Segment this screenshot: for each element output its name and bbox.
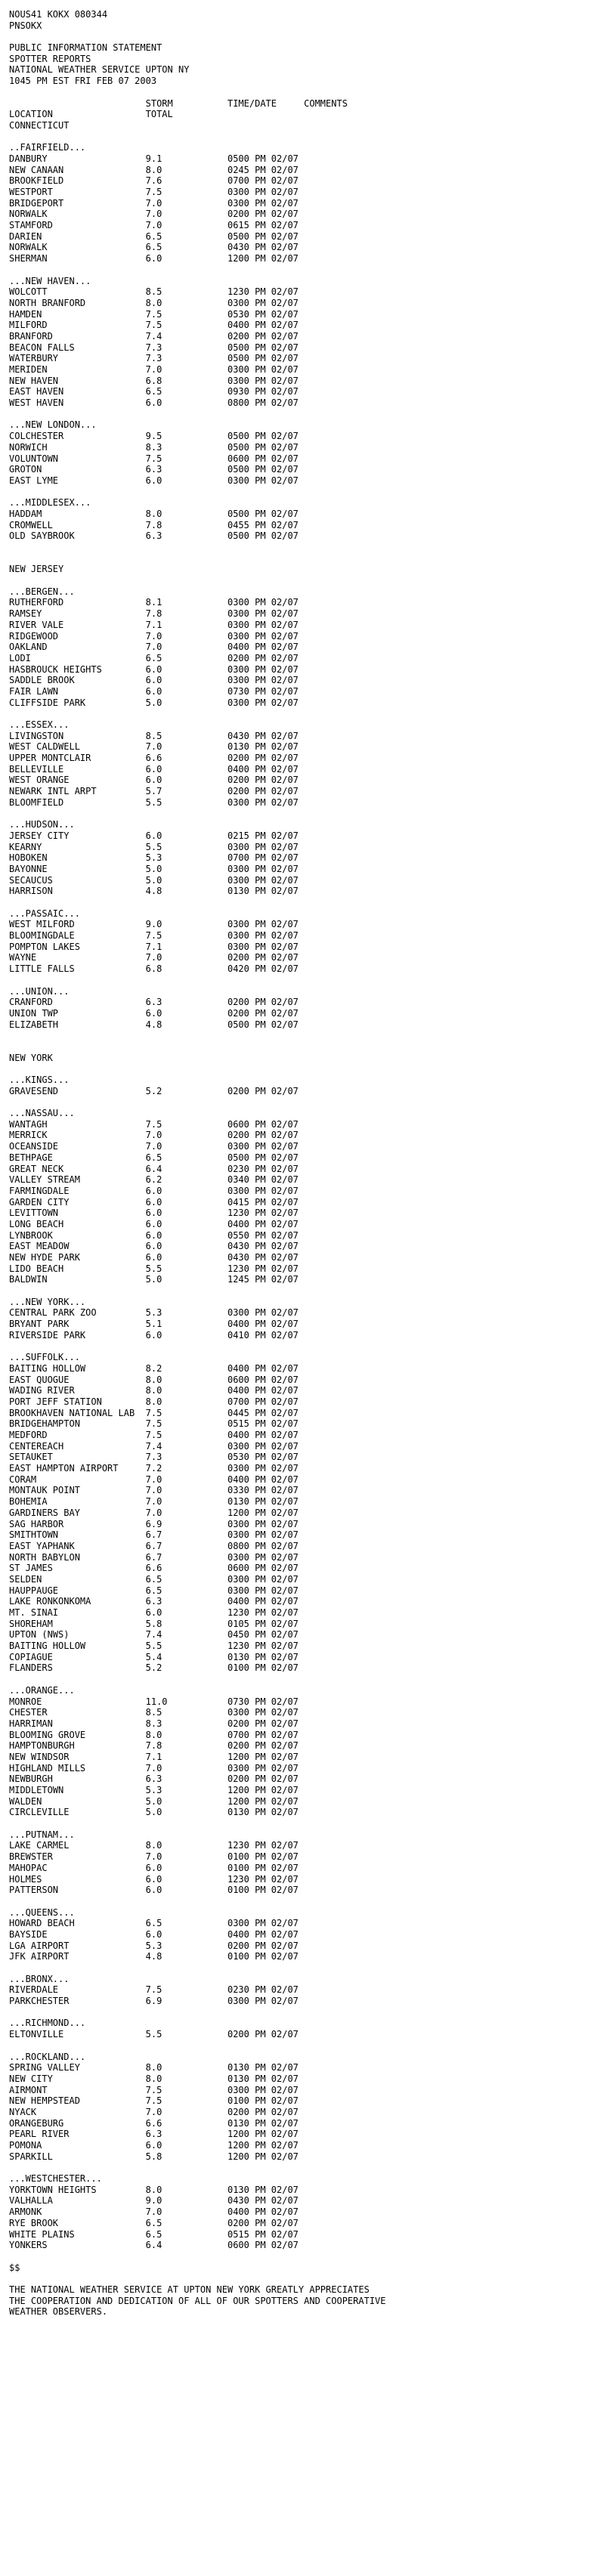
report-line: HARRIMAN 8.3 0200 PM 02/07 [9,1718,299,1729]
report-line: ELTONVILLE 5.5 0200 PM 02/07 [9,2029,299,2040]
report-line: LIDO BEACH 5.5 1230 PM 02/07 [9,1263,299,1274]
report-line: OLD SAYBROOK 6.3 0500 PM 02/07 [9,530,299,542]
report-line: $$ [9,2262,20,2273]
report-line [9,2251,582,2262]
report-line: NEW HYDE PARK 6.0 0430 PM 02/07 [9,1252,299,1263]
report-line: EAST LYME 6.0 0300 PM 02/07 [9,475,299,486]
report-line: SELDEN 6.5 0300 PM 02/07 [9,1573,299,1585]
report-line: CENTEREACH 7.4 0300 PM 02/07 [9,1440,299,1452]
report-line: BRYANT PARK 5.1 0400 PM 02/07 [9,1319,299,1330]
report-line: HAUPPAUGE 6.5 0300 PM 02/07 [9,1585,299,1596]
report-line [9,1285,582,1297]
report-line: AIRMONT 7.5 0300 PM 02/07 [9,2084,299,2095]
report-line [9,2162,582,2173]
report-line: SHOREHAM 5.8 0105 PM 02/07 [9,1618,299,1629]
report-line: NORWICH 8.3 0500 PM 02/07 [9,441,299,453]
report-line: BLOOMINGDALE 7.5 0300 PM 02/07 [9,930,299,942]
report-line: ...SUFFOLK... [9,1352,80,1363]
report-line: SETAUKET 7.3 0530 PM 02/07 [9,1452,299,1463]
report-line: HIGHLAND MILLS 7.0 0300 PM 02/07 [9,1762,299,1774]
report-line: BEACON FALLS 7.3 0500 PM 02/07 [9,342,299,353]
report-line [9,897,582,908]
report-line: NEW JERSEY [9,564,64,575]
report-line: STORM TIME/DATE COMMENTS [9,97,348,109]
report-line: ...NEW LONDON... [9,419,97,431]
report-line: FLANDERS 5.2 0100 PM 02/07 [9,1662,299,1674]
report-line: CONNECTICUT [9,119,70,131]
report-line: HAMDEN 7.5 0530 PM 02/07 [9,308,299,320]
report-line: ...PUTNAM... [9,1829,75,1840]
report-line: OAKLAND 7.0 0400 PM 02/07 [9,642,299,653]
report-line: FAIR LAWN 6.0 0730 PM 02/07 [9,685,299,697]
report-line: RIDGEWOOD 7.0 0300 PM 02/07 [9,630,299,642]
report-line: LIVINGSTON 8.5 0430 PM 02/07 [9,730,299,741]
report-line: LODI 6.5 0200 PM 02/07 [9,652,299,663]
report-line: BOHEMIA 7.0 0130 PM 02/07 [9,1496,299,1508]
report-line: EAST HAMPTON AIRPORT 7.2 0300 PM 02/07 [9,1463,299,1474]
report-line: DARIEN 6.5 0500 PM 02/07 [9,230,299,242]
report-line: VALHALLA 9.0 0430 PM 02/07 [9,2195,299,2206]
report-line: RIVERDALE 7.5 0230 PM 02/07 [9,1984,299,1996]
report-line: BELLEVILLE 6.0 0400 PM 02/07 [9,763,299,775]
report-line: ORANGEBURG 6.6 0130 PM 02/07 [9,2117,299,2129]
report-line [9,2040,582,2052]
report-line [9,87,582,98]
report-line: NEWARK INTL ARPT 5.7 0200 PM 02/07 [9,786,299,797]
report-line: ...PASSAIC... [9,908,80,919]
report-line: GROTON 6.3 0500 PM 02/07 [9,464,299,475]
report-line: PORT JEFF STATION 8.0 0700 PM 02/07 [9,1396,299,1407]
report-line: MONTAUK POINT 7.0 0330 PM 02/07 [9,1485,299,1496]
report-line [9,575,582,586]
report-line: WESTPORT 7.5 0300 PM 02/07 [9,187,299,197]
report-line: STAMFORD 7.0 0615 PM 02/07 [9,220,299,231]
report-line: NORTH BRANFORD 8.0 0300 PM 02/07 [9,297,299,308]
report-line: ARMONK 7.0 0400 PM 02/07 [9,2206,299,2218]
report-line: HOWARD BEACH 6.5 0300 PM 02/07 [9,1918,299,1929]
report-line: GARDEN CITY 6.0 0415 PM 02/07 [9,1196,299,1208]
report-line: WEATHER OBSERVERS. [9,2306,108,2318]
report-line: NATIONAL WEATHER SERVICE UPTON NY [9,64,190,76]
report-line: NORTH BABYLON 6.7 0300 PM 02/07 [9,1551,299,1563]
report-line: JERSEY CITY 6.0 0215 PM 02/07 [9,830,299,841]
report-line: BETHPAGE 6.5 0500 PM 02/07 [9,1152,299,1163]
report-line: LOCATION TOTAL [9,109,173,120]
report-line: PNSOKX [9,20,42,31]
report-line: DANBURY 9.1 0500 PM 02/07 [9,153,299,164]
report-line: WALDEN 5.0 1200 PM 02/07 [9,1795,299,1807]
report-line: THE COOPERATION AND DEDICATION OF ALL OF OUR SPOTTERS AND COOPERATIVE [9,2295,386,2306]
report-line: ...KINGS... [9,1075,70,1085]
report-line: NORWALK 6.5 0430 PM 02/07 [9,242,299,253]
report-line: RIVERSIDE PARK 6.0 0410 PM 02/07 [9,1329,299,1341]
report-line: VOLUNTOWN 7.5 0600 PM 02/07 [9,453,299,464]
report-line [9,1341,582,1353]
report-line: ...BRONX... [9,1973,70,1984]
report-line [9,409,582,420]
report-line: BAITING HOLLOW 8.2 0400 PM 02/07 [9,1362,299,1374]
report-line: WEST MILFORD 9.0 0300 PM 02/07 [9,919,299,930]
report-line: ...MIDDLESEX... [9,497,91,509]
report-line: BAYSIDE 6.0 0400 PM 02/07 [9,1928,299,1940]
report-line [9,487,582,498]
report-line: WEST ORANGE 6.0 0200 PM 02/07 [9,775,299,786]
report-line: BAYONNE 5.0 0300 PM 02/07 [9,863,299,874]
report-line: MAHOPAC 6.0 0100 PM 02/07 [9,1862,299,1873]
report-line: RYE BROOK 6.5 0200 PM 02/07 [9,2217,299,2228]
report-line: RUTHERFORD 8.1 0300 PM 02/07 [9,597,299,608]
report-line: CENTRAL PARK ZOO 5.3 0300 PM 02/07 [9,1307,299,1319]
report-line: KEARNY 5.5 0300 PM 02/07 [9,841,299,852]
report-line: NEW CITY 8.0 0130 PM 02/07 [9,2073,299,2084]
report-line: BLOOMFIELD 5.5 0300 PM 02/07 [9,796,299,808]
report-line: LEVITTOWN 6.0 1230 PM 02/07 [9,1208,299,1219]
report-line: PARKCHESTER 6.9 0300 PM 02/07 [9,1996,299,2007]
report-line: MONROE 11.0 0730 PM 02/07 [9,1696,299,1707]
report-line: MILFORD 7.5 0400 PM 02/07 [9,320,299,331]
report-line: NEWBURGH 6.3 0200 PM 02/07 [9,1774,299,1785]
report-line: ...ROCKLAND... [9,2051,86,2062]
report-line: NEW CANAAN 8.0 0245 PM 02/07 [9,164,299,175]
report-line: HASBROUCK HEIGHTS 6.0 0300 PM 02/07 [9,663,299,675]
report-line: WEST CALDWELL 7.0 0130 PM 02/07 [9,741,299,753]
report-line: ...HUDSON... [9,819,75,830]
report-line: GARDINERS BAY 7.0 1200 PM 02/07 [9,1507,299,1518]
report-line: WAYNE 7.0 0200 PM 02/07 [9,952,299,963]
report-line: HOLMES 6.0 1230 PM 02/07 [9,1873,299,1885]
report-line: SPOTTER REPORTS [9,53,91,64]
report-line: THE NATIONAL WEATHER SERVICE AT UPTON NEW YORK GREATLY APPRECIATES [9,2284,370,2295]
report-line: BLOOMING GROVE 8.0 0700 PM 02/07 [9,1729,299,1740]
report-line: BRIDGEHAMPTON 7.5 0515 PM 02/07 [9,1418,299,1430]
report-line: PATTERSON 6.0 0100 PM 02/07 [9,1885,299,1896]
report-line [9,264,582,276]
report-line [9,2007,582,2018]
report-line: CHESTER 8.5 0300 PM 02/07 [9,1707,299,1718]
report-line [9,31,582,42]
report-line [9,131,582,143]
report-line: SPARKILL 5.8 1200 PM 02/07 [9,2151,299,2162]
report-line: MT. SINAI 6.0 1230 PM 02/07 [9,1607,299,1618]
report-line: EAST MEADOW 6.0 0430 PM 02/07 [9,1241,299,1252]
report-line: ...WESTCHESTER... [9,2173,102,2185]
report-line [9,1063,582,1075]
report-line [9,1030,582,1041]
report-line: SPRING VALLEY 8.0 0130 PM 02/07 [9,2062,299,2073]
report-line: EAST QUOGUE 8.0 0600 PM 02/07 [9,1374,299,1385]
report-line: WEST HAVEN 6.0 0800 PM 02/07 [9,397,299,409]
report-line: LONG BEACH 6.0 0400 PM 02/07 [9,1218,299,1229]
report-line: BROOKFIELD 7.6 0700 PM 02/07 [9,175,299,187]
report-line: BRIDGEPORT 7.0 0300 PM 02/07 [9,197,299,209]
report-line: WHITE PLAINS 6.5 0515 PM 02/07 [9,2228,299,2240]
report-line: ...BERGEN... [9,586,75,597]
report-line: CIRCLEVILLE 5.0 0130 PM 02/07 [9,1807,299,1818]
report-line: ST JAMES 6.6 0600 PM 02/07 [9,1563,299,1574]
report-line: ...NEW HAVEN... [9,275,91,286]
report-line [9,708,582,719]
report-line: ...UNION... [9,985,70,997]
report-line: HADDAM 8.0 0500 PM 02/07 [9,508,299,519]
report-line: BROOKHAVEN NATIONAL LAB 7.5 0445 PM 02/07 [9,1407,299,1418]
report-line: ...NASSAU... [9,1108,75,1119]
report-line: UPPER MONTCLAIR 6.6 0200 PM 02/07 [9,753,299,764]
report-line: MEDFORD 7.5 0400 PM 02/07 [9,1430,299,1440]
report-line: YORKTOWN HEIGHTS 8.0 0130 PM 02/07 [9,2184,299,2195]
report-line: ...ESSEX... [9,719,70,730]
report-line: GREAT NECK 6.4 0230 PM 02/07 [9,1163,299,1174]
report-line: GRAVESEND 5.2 0200 PM 02/07 [9,1085,299,1096]
report-line [9,1041,582,1053]
report-line: HOBOKEN 5.3 0700 PM 02/07 [9,852,299,864]
report-line: CORAM 7.0 0400 PM 02/07 [9,1474,299,1485]
report-line: COPIAGUE 5.4 0130 PM 02/07 [9,1651,299,1662]
report-line: LYNBROOK 6.0 0550 PM 02/07 [9,1229,299,1241]
report-line: SHERMAN 6.0 1200 PM 02/07 [9,253,299,264]
report-line: ELIZABETH 4.8 0500 PM 02/07 [9,1019,299,1030]
report-line: RAMSEY 7.8 0300 PM 02/07 [9,608,299,620]
report-line: CROMWELL 7.8 0455 PM 02/07 [9,519,299,530]
report-line: POMPTON LAKES 7.1 0300 PM 02/07 [9,941,299,952]
report-line: BALDWIN 5.0 1245 PM 02/07 [9,1274,299,1285]
report-line [9,1674,582,1685]
report-line: WATERBURY 7.3 0500 PM 02/07 [9,353,299,364]
report-line [9,1818,582,1829]
report-line [9,975,582,986]
report-line: BRANFORD 7.4 0200 PM 02/07 [9,330,299,342]
report-line: LAKE CARMEL 8.0 1230 PM 02/07 [9,1840,299,1851]
report-line: OCEANSIDE 7.0 0300 PM 02/07 [9,1141,299,1152]
report-line [9,1962,582,1974]
report-line: ...ORANGE... [9,1684,75,1696]
report-line: LGA AIRPORT 5.3 0200 PM 02/07 [9,1940,299,1951]
report-line: ...NEW YORK... [9,1296,86,1307]
report-line: COLCHESTER 9.5 0500 PM 02/07 [9,431,299,442]
report-line [9,1096,582,1108]
report-line: NOUS41 KOKX 080344 [9,9,108,20]
report-line: ...RICHMOND... [9,2018,86,2029]
report-line: RIVER VALE 7.1 0300 PM 02/07 [9,619,299,630]
report-line: NORWALK 7.0 0200 PM 02/07 [9,209,299,220]
report-line: WADING RIVER 8.0 0400 PM 02/07 [9,1385,299,1396]
report-line: WANTAGH 7.5 0600 PM 02/07 [9,1118,299,1130]
report-line: EAST HAVEN 6.5 0930 PM 02/07 [9,386,299,397]
report-line: UPTON (NWS) 7.4 0450 PM 02/07 [9,1629,299,1641]
report-line [9,2273,582,2284]
report-line: WOLCOTT 8.5 1230 PM 02/07 [9,286,299,298]
report-line: LAKE RONKONKOMA 6.3 0400 PM 02/07 [9,1596,299,1607]
report-line: CLIFFSIDE PARK 5.0 0300 PM 02/07 [9,697,299,708]
report-line: HAMPTONBURGH 7.8 0200 PM 02/07 [9,1740,299,1752]
report-line [9,809,582,820]
report-line: PEARL RIVER 6.3 1200 PM 02/07 [9,2129,299,2140]
report-line: ...QUEENS... [9,1906,75,1918]
report-line: LITTLE FALLS 6.8 0420 PM 02/07 [9,963,299,975]
report-line: SECAUCUS 5.0 0300 PM 02/07 [9,874,299,886]
report-line: EAST YAPHANK 6.7 0800 PM 02/07 [9,1540,299,1551]
report-line: YONKERS 6.4 0600 PM 02/07 [9,2240,299,2251]
report-line: MIDDLETOWN 5.3 1200 PM 02/07 [9,1785,299,1795]
report-line: UNION TWP 6.0 0200 PM 02/07 [9,1007,299,1019]
report-line: SADDLE BROOK 6.0 0300 PM 02/07 [9,675,299,686]
report-line: NEW HAVEN 6.8 0300 PM 02/07 [9,375,299,386]
report-line: POMONA 6.0 1200 PM 02/07 [9,2140,299,2151]
report-line [9,542,582,553]
report-line: NEW YORK [9,1052,53,1063]
report-line: 1045 PM EST FRI FEB 07 2003 [9,76,157,87]
report-line [9,1896,582,1907]
report-line: BAITING HOLLOW 5.5 1230 PM 02/07 [9,1641,299,1652]
report-line: NYACK 7.0 0200 PM 02/07 [9,2106,299,2117]
report-line: JFK AIRPORT 4.8 0100 PM 02/07 [9,1951,299,1962]
report-line: HARRISON 4.8 0130 PM 02/07 [9,886,299,897]
report-line: MERIDEN 7.0 0300 PM 02/07 [9,364,299,375]
report-line: NEW WINDSOR 7.1 1200 PM 02/07 [9,1751,299,1762]
report-line: MERRICK 7.0 0200 PM 02/07 [9,1130,299,1141]
report-line: PUBLIC INFORMATION STATEMENT [9,42,162,54]
report-line: BREWSTER 7.0 0100 PM 02/07 [9,1851,299,1863]
report-line: NEW HEMPSTEAD 7.5 0100 PM 02/07 [9,2095,299,2107]
report-line: CRANFORD 6.3 0200 PM 02/07 [9,997,299,1008]
report-line [9,553,582,564]
report-line: FARMINGDALE 6.0 0300 PM 02/07 [9,1185,299,1196]
report-line: ..FAIRFIELD... [9,142,86,153]
report-line: SAG HARBOR 6.9 0300 PM 02/07 [9,1518,299,1529]
report-line: VALLEY STREAM 6.2 0340 PM 02/07 [9,1174,299,1186]
report-line: SMITHTOWN 6.7 0300 PM 02/07 [9,1529,299,1541]
